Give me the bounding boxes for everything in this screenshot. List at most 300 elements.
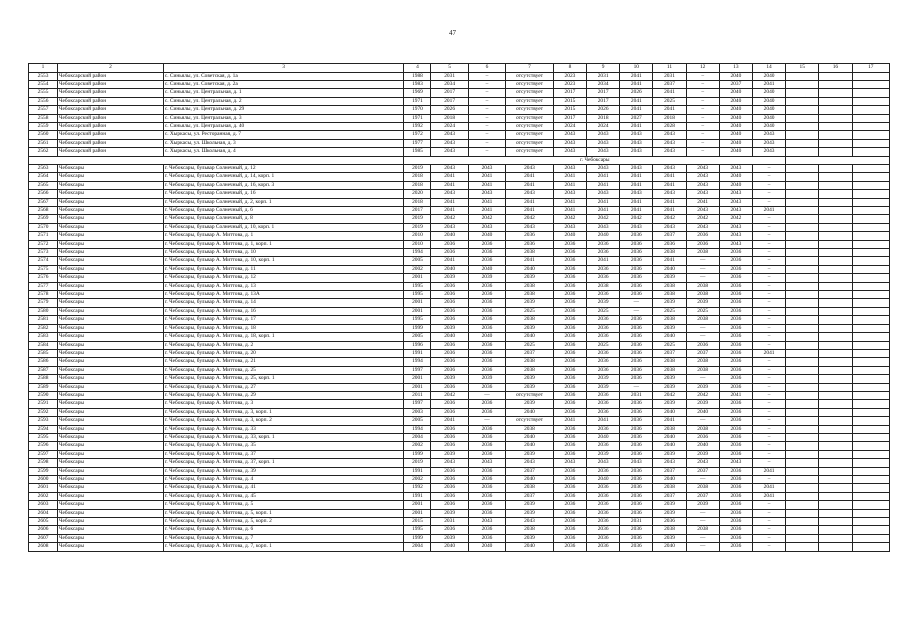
table-cell: 2036 [719, 349, 752, 357]
table-cell: 2041 [431, 181, 468, 189]
table-cell: – [752, 173, 785, 181]
table-cell: 2034 [431, 80, 468, 88]
address-cell: г. Чебоксары, бульвар А. Миттова, д. 4 [163, 476, 404, 484]
row-number-cell: 2608 [29, 543, 58, 551]
table-cell: – [686, 72, 719, 80]
address-cell: с. Хыркасы, ул. Школьная, д. 3 [163, 139, 404, 147]
row-number-cell: 2591 [29, 400, 58, 408]
table-cell: 2043 [620, 148, 653, 156]
table-cell: 2036 [431, 349, 468, 357]
table-cell: 2011 [404, 391, 431, 399]
table-cell: 2036 [719, 366, 752, 374]
table-cell [852, 543, 889, 551]
table-cell [819, 442, 852, 450]
table-cell [819, 173, 852, 181]
table-cell: 2036 [553, 467, 586, 475]
table-cell: 2036 [553, 299, 586, 307]
municipality-cell: Чебоксары [58, 249, 164, 257]
table-cell: – [686, 148, 719, 156]
table-cell: 2036 [431, 400, 468, 408]
table-cell: 2042 [431, 215, 468, 223]
table-cell: 2040 [719, 131, 752, 139]
table-cell: 2036 [719, 257, 752, 265]
table-cell [819, 274, 852, 282]
table-cell: 2036 [620, 291, 653, 299]
table-cell: 2038 [653, 526, 686, 534]
address-cell: г. Чебоксары, бульвар А. Миттова, д. 16 [163, 307, 404, 315]
table-cell: 2019 [404, 215, 431, 223]
address-cell: с. Синьялы, ул. Центральная, д. 29 [163, 106, 404, 114]
table-cell: 2038 [587, 282, 620, 290]
page-number: 47 [449, 29, 456, 37]
table-cell [819, 114, 852, 122]
table-cell: 2043 [719, 198, 752, 206]
table-cell: 2036 [431, 501, 468, 509]
table-cell: 2043 [653, 139, 686, 147]
table-cell: 2034 [587, 80, 620, 88]
row-number-cell: 2596 [29, 442, 58, 450]
table-cell: 2002 [404, 476, 431, 484]
table-cell: 2036 [468, 307, 505, 315]
column-number-header: 16 [819, 64, 852, 73]
table-cell: — [468, 391, 505, 399]
row-number-cell: 2572 [29, 240, 58, 248]
table-cell: 2010 [404, 240, 431, 248]
table-cell [852, 181, 889, 189]
table-cell: — [686, 534, 719, 542]
address-cell: г. Чебоксары, бульвар А. Миттова, д. 2 [163, 341, 404, 349]
row-number-cell: 2562 [29, 148, 58, 156]
table-cell [852, 282, 889, 290]
municipality-cell: Чебоксары [58, 198, 164, 206]
table-cell [852, 232, 889, 240]
row-number-cell: 2601 [29, 484, 58, 492]
table-cell: 2038 [686, 526, 719, 534]
address-cell: г. Чебоксары, бульвар А. Миттова, д. 7, корп. 1 [163, 543, 404, 551]
table-cell: 2017 [404, 207, 431, 215]
table-cell [852, 207, 889, 215]
table-row [29, 72, 890, 80]
table-cell [819, 358, 852, 366]
table-cell: 2043 [468, 190, 505, 198]
table-cell: – [752, 265, 785, 273]
table-cell: 2036 [431, 425, 468, 433]
column-number-header: 5 [431, 64, 468, 73]
table-cell: 2039 [506, 501, 554, 509]
table-cell: 2039 [431, 274, 468, 282]
table-cell: – [468, 106, 505, 114]
table-cell: 2041 [553, 417, 586, 425]
table-cell: 2036 [553, 526, 586, 534]
table-cell: — [686, 543, 719, 551]
table-cell [819, 375, 852, 383]
table-cell [852, 450, 889, 458]
table-cell: 2043 [553, 139, 586, 147]
municipality-cell: Чебоксары [58, 349, 164, 357]
table-cell: 2036 [553, 501, 586, 509]
row-number-cell: 2606 [29, 526, 58, 534]
table-cell: 2036 [686, 341, 719, 349]
table-cell [786, 484, 819, 492]
address-cell: г. Чебоксары, бульвар Солнечный, д. 16 [163, 190, 404, 198]
table-cell: 1999 [404, 450, 431, 458]
table-cell: 2041 [431, 257, 468, 265]
table-cell: 2036 [719, 543, 752, 551]
table-cell: 2041 [653, 257, 686, 265]
municipality-cell: Чебоксары [58, 442, 164, 450]
table-cell: 2001 [404, 383, 431, 391]
table-row [29, 316, 890, 324]
table-cell [786, 282, 819, 290]
table-cell: 2036 [468, 282, 505, 290]
table-cell: 2036 [620, 501, 653, 509]
table-cell [786, 349, 819, 357]
table-cell: 2041 [506, 207, 554, 215]
table-cell: 2036 [553, 358, 586, 366]
table-cell: 1999 [404, 534, 431, 542]
address-cell: г. Чебоксары, бульвар А. Миттова, д. 7 [163, 534, 404, 542]
table-cell: 2018 [404, 198, 431, 206]
table-cell [819, 215, 852, 223]
address-cell: с. Синьялы, ул. Советская, д. 1а [163, 72, 404, 80]
table-cell: 2019 [404, 223, 431, 231]
municipality-cell: Чебоксары [58, 190, 164, 198]
table-cell: 2024 [553, 122, 586, 130]
table-cell: 2036 [553, 484, 586, 492]
table-cell [852, 80, 889, 88]
table-cell: отсутствует [506, 391, 554, 399]
table-cell [786, 223, 819, 231]
table-cell: — [686, 375, 719, 383]
address-cell: г. Чебоксары, бульвар А. Миттова, д. 29 [163, 391, 404, 399]
table-row [29, 232, 890, 240]
table-cell: 2038 [506, 526, 554, 534]
table-cell: 2043 [719, 207, 752, 215]
table-cell: 2041 [653, 417, 686, 425]
table-cell [819, 148, 852, 156]
table-cell [786, 509, 819, 517]
table-cell: 2037 [506, 492, 554, 500]
table-cell: – [468, 72, 505, 80]
table-cell [786, 114, 819, 122]
table-cell: 2036 [719, 324, 752, 332]
table-cell: 2036 [431, 282, 468, 290]
table-cell [819, 72, 852, 80]
table-cell: 2036 [587, 509, 620, 517]
table-cell [786, 358, 819, 366]
table-cell: 2036 [620, 534, 653, 542]
address-cell: г. Чебоксары, бульвар Солнечный, д. 6 [163, 207, 404, 215]
table-cell: 2043 [653, 131, 686, 139]
table-cell: 2027 [620, 114, 653, 122]
table-cell: – [468, 122, 505, 130]
table-cell [786, 148, 819, 156]
address-cell: г. Чебоксары, бульвар А. Миттова, д. 39 [163, 467, 404, 475]
table-cell [852, 97, 889, 105]
table-cell: 2036 [553, 282, 586, 290]
table-cell: 1992 [404, 484, 431, 492]
table-cell: 2043 [686, 181, 719, 189]
table-cell: – [752, 274, 785, 282]
table-cell: – [686, 97, 719, 105]
table-cell: 2043 [431, 223, 468, 231]
table-cell: – [752, 358, 785, 366]
table-cell [819, 89, 852, 97]
row-number-cell: 2576 [29, 274, 58, 282]
table-cell: 2036 [468, 299, 505, 307]
table-cell [819, 207, 852, 215]
municipality-cell: Чебоксары [58, 459, 164, 467]
table-cell: 2036 [587, 391, 620, 399]
table-cell: — [686, 333, 719, 341]
table-cell [786, 316, 819, 324]
table-cell: 2038 [653, 425, 686, 433]
table-cell [852, 501, 889, 509]
table-cell: отсутствует [506, 417, 554, 425]
table-cell: 2040 [653, 476, 686, 484]
table-cell: 2024 [431, 122, 468, 130]
table-row [29, 391, 890, 399]
table-cell: 2036 [620, 358, 653, 366]
table-cell: 2025 [587, 341, 620, 349]
table-cell: 2036 [587, 425, 620, 433]
table-cell: 2039 [506, 274, 554, 282]
table-cell: – [752, 518, 785, 526]
table-cell: 2040 [752, 106, 785, 114]
table-row [29, 349, 890, 357]
table-cell: – [686, 89, 719, 97]
table-cell [852, 139, 889, 147]
table-row [29, 492, 890, 500]
table-cell: 2036 [587, 408, 620, 416]
table-cell: 2036 [719, 442, 752, 450]
table-row [29, 215, 890, 223]
municipality-cell: Чебоксары [58, 450, 164, 458]
table-cell: 2042 [587, 215, 620, 223]
table-cell: 2036 [587, 366, 620, 374]
address-cell: г. Чебоксары, бульвар А. Миттова, д. 3 [163, 400, 404, 408]
table-cell: 2036 [620, 433, 653, 441]
municipality-cell: Чебоксары [58, 265, 164, 273]
table-cell: 2005 [404, 257, 431, 265]
table-cell [786, 190, 819, 198]
table-cell: 2039 [653, 324, 686, 332]
table-cell: 2040 [752, 122, 785, 130]
table-cell [819, 349, 852, 357]
table-cell [786, 375, 819, 383]
table-cell: 2043 [620, 459, 653, 467]
table-cell: 2042 [468, 215, 505, 223]
municipality-cell: Чебоксарский район [58, 131, 164, 139]
table-cell: 2036 [719, 408, 752, 416]
table-cell [819, 131, 852, 139]
table-cell: – [752, 307, 785, 315]
table-cell [786, 425, 819, 433]
table-cell: 2036 [719, 425, 752, 433]
table-cell: 1995 [404, 291, 431, 299]
row-number-cell: 2555 [29, 89, 58, 97]
address-cell: г. Чебоксары, бульвар А. Миттова, д. 17 [163, 316, 404, 324]
table-cell: 2038 [506, 484, 554, 492]
table-cell: 2041 [620, 173, 653, 181]
table-cell: 2041 [620, 72, 653, 80]
address-cell: г. Чебоксары, бульвар А. Миттова, д. 33 [163, 425, 404, 433]
table-cell [786, 164, 819, 172]
table-cell: 2040 [719, 89, 752, 97]
table-cell: 2001 [404, 509, 431, 517]
table-cell: 2036 [620, 349, 653, 357]
table-cell: 2036 [553, 425, 586, 433]
table-cell: – [468, 114, 505, 122]
table-cell [819, 341, 852, 349]
table-cell [786, 274, 819, 282]
section-spacer [29, 156, 404, 164]
table-cell: – [468, 89, 505, 97]
address-cell: г. Чебоксары, бульвар А. Миттова, д. 6 [163, 526, 404, 534]
table-cell: 2039 [686, 450, 719, 458]
table-cell [852, 72, 889, 80]
table-cell: 2043 [620, 223, 653, 231]
address-cell: г. Чебоксары, бульвар А. Миттова, д. 10, корп. 1 [163, 257, 404, 265]
address-cell: г. Чебоксары, бульвар А. Миттова, д. 13А [163, 291, 404, 299]
municipality-cell: Чебоксары [58, 215, 164, 223]
table-cell: 2041 [620, 122, 653, 130]
table-cell: 2043 [620, 164, 653, 172]
table-cell: 2005 [404, 333, 431, 341]
table-cell: 2043 [553, 131, 586, 139]
table-cell [786, 80, 819, 88]
table-cell: 2038 [506, 316, 554, 324]
table-cell: 2036 [553, 534, 586, 542]
table-cell [852, 122, 889, 130]
row-number-cell: 2584 [29, 341, 58, 349]
table-cell [852, 341, 889, 349]
table-cell: 2036 [431, 291, 468, 299]
row-number-cell: 2590 [29, 391, 58, 399]
table-row [29, 291, 890, 299]
table-cell: 2039 [587, 383, 620, 391]
table-cell: 2036 [587, 501, 620, 509]
table-cell: 2036 [620, 232, 653, 240]
row-number-cell: 2594 [29, 425, 58, 433]
table-cell: 2043 [686, 173, 719, 181]
table-cell: 2036 [468, 433, 505, 441]
table-cell [852, 467, 889, 475]
table-cell [852, 307, 889, 315]
table-cell [786, 198, 819, 206]
row-number-cell: 2570 [29, 223, 58, 231]
table-row [29, 299, 890, 307]
table-cell [852, 358, 889, 366]
table-cell: 2041 [468, 181, 505, 189]
table-cell: 2039 [653, 400, 686, 408]
municipality-cell: Чебоксары [58, 509, 164, 517]
table-cell: 2036 [620, 240, 653, 248]
table-row [29, 207, 890, 215]
table-cell: 2023 [553, 72, 586, 80]
table-cell: 2026 [431, 106, 468, 114]
table-cell: отсутствует [506, 106, 554, 114]
table-cell: 2036 [587, 324, 620, 332]
table-cell [786, 391, 819, 399]
table-cell: 2041 [686, 198, 719, 206]
table-cell: 2039 [431, 450, 468, 458]
table-cell: 2042 [431, 391, 468, 399]
table-cell: 2036 [468, 349, 505, 357]
table-cell: 2039 [431, 324, 468, 332]
municipality-cell: Чебоксары [58, 358, 164, 366]
table-cell: 2036 [553, 408, 586, 416]
address-cell: г. Чебоксары, бульвар А. Миттова, д. 21 [163, 358, 404, 366]
municipality-cell: Чебоксары [58, 282, 164, 290]
municipality-cell: Чебоксары [58, 333, 164, 341]
row-number-cell: 2571 [29, 232, 58, 240]
table-cell: отсутствует [506, 131, 554, 139]
table-row [29, 375, 890, 383]
address-cell: г. Чебоксары, бульвар А. Миттова, д. 25, корп. 1 [163, 375, 404, 383]
table-cell: 2036 [719, 467, 752, 475]
table-cell: 2031 [620, 518, 653, 526]
table-cell: 2038 [506, 249, 554, 257]
table-cell [786, 501, 819, 509]
table-cell: 2036 [719, 417, 752, 425]
table-cell: 2036 [431, 484, 468, 492]
table-cell [786, 450, 819, 458]
table-cell [819, 391, 852, 399]
table-row [29, 164, 890, 172]
table-cell: 2041 [468, 198, 505, 206]
table-row [29, 139, 890, 147]
table-cell: — [686, 265, 719, 273]
table-cell [819, 282, 852, 290]
table-cell: 2036 [431, 433, 468, 441]
table-cell: 2037 [653, 349, 686, 357]
table-cell: 2040 [719, 122, 752, 130]
table-cell: 2036 [553, 391, 586, 399]
table-cell: 2036 [468, 450, 505, 458]
table-cell: 2039 [653, 501, 686, 509]
address-cell: г. Чебоксары, бульвар А. Миттова, д. 37 [163, 450, 404, 458]
table-cell: 2036 [587, 526, 620, 534]
table-cell: 2036 [587, 442, 620, 450]
municipality-cell: Чебоксары [58, 240, 164, 248]
table-cell: 2042 [719, 215, 752, 223]
table-cell: – [752, 526, 785, 534]
row-number-cell: 2597 [29, 450, 58, 458]
table-cell: 2041 [553, 181, 586, 189]
row-number-cell: 2604 [29, 509, 58, 517]
table-cell [852, 509, 889, 517]
table-cell: 2036 [553, 442, 586, 450]
row-number-cell: 2553 [29, 72, 58, 80]
table-cell: 2036 [431, 366, 468, 374]
table-cell: – [752, 223, 785, 231]
table-cell [819, 181, 852, 189]
table-cell: 2041 [587, 173, 620, 181]
table-row [29, 181, 890, 189]
table-cell: 2036 [719, 307, 752, 315]
table-cell: 2041 [587, 257, 620, 265]
table-cell: 2031 [620, 391, 653, 399]
row-number-cell: 2564 [29, 173, 58, 181]
table-cell [852, 442, 889, 450]
table-cell: – [752, 232, 785, 240]
table-cell: 2036 [620, 341, 653, 349]
table-cell [819, 534, 852, 542]
table-cell [819, 164, 852, 172]
table-cell: – [686, 122, 719, 130]
table-cell: 1999 [404, 324, 431, 332]
